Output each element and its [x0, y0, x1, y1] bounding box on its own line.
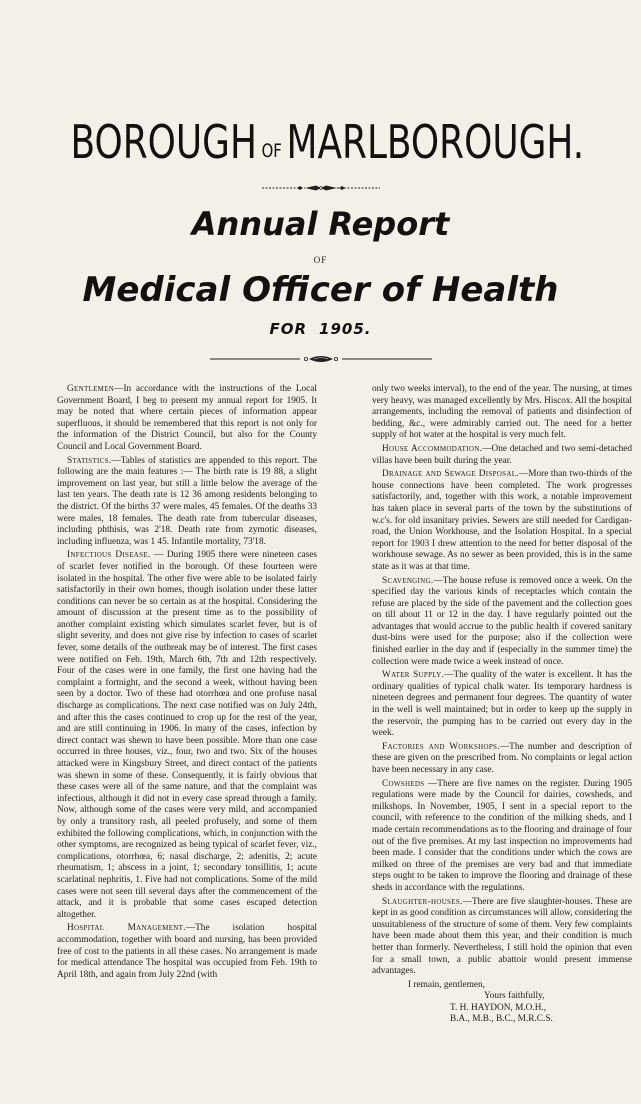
medical-word: Medical	[82, 270, 231, 310]
report-word: Report	[328, 205, 450, 243]
paragraph-text: —The quality of the water is excellent. It has the ordinary qualities of typical chalk water. Its temporary hardness is nineteen degrees and permanent four degrees. The quantity of water in the well is well maintained; but in order to keep up the supply in the reservoir, the pumping has to be carried out every day in the week.	[372, 670, 633, 739]
paragraph-text: —The number and description of these are given on the prescribed from. No complaints or legal action have been necessary in any case.	[372, 741, 632, 775]
paragraph-text: —Tables of statistics are appended to this report. The following are the main features :— The birth rate is 19 88, a slight improvement on last year, but still a little below the average of the last ten years. The death rate is 12 36 among residents belonging to the district. Of the births 37 were males, 45 females. Of the deaths 33 were males, 18 females. The death rate from tubercular diseases, including phthisis, was 2'18. Death rate from zymotic diseases, including influenza, was 1 45. Infantile mortality, 73'18.	[57, 455, 317, 547]
signature-block	[372, 980, 632, 1026]
paragraph-infectious-disease	[57, 550, 317, 921]
paragraph-heading: House Accommodation.	[382, 443, 483, 454]
borough-of: OF	[261, 140, 282, 162]
of-word: of	[381, 270, 420, 310]
paragraph-cowsheds	[372, 779, 632, 895]
paragraph-heading: Factories and Workshops.	[382, 741, 500, 752]
valediction: Yours faithfully,	[484, 991, 545, 1002]
paragraph-text: —There are five names on the register. During 1905 regulations were made by the Council for dairies, cowsheds, and milkshops. In November, 1905, I sent in a special report to the council, with reference to the condition of the milking sheds, and I made certain recommendations as to the flooring and drainage of four out of the five premises. At my last inspection no improvements had been made. I consider that the conditions under which the cows are milked on three of the premises are very bad and that immediate steps ought to be taken to improve the flooring and drainage of these sheds in accordance with the regulations.	[372, 778, 632, 893]
paragraph-heading: Statistics.	[67, 455, 112, 466]
paragraph-slaughter-houses	[372, 897, 632, 978]
paragraph-text: —The isolation hospital accommodation, together with board and nursing, has been provided free of cost to the patients in all these cases. No arrangement is made for medical attendance The hospital was occupied from Feb. 19th to April 18th, and again from July 22nd (with	[57, 923, 317, 980]
report-year	[0, 318, 641, 340]
paragraph-scavenging	[372, 576, 632, 669]
paragraph-text: —In accordance with the instructions of the Local Government Board, I beg to present my annual report for 1905. It may be noted that where certain pieces of information appear superfluous, it should be remembered that this report is not only for the information of the District Council, but also for the County Council and Local Government Board.	[57, 384, 317, 452]
borough-title	[70, 112, 585, 181]
for-word: FOR	[269, 320, 308, 338]
paragraph-heading: Water Supply.	[382, 670, 445, 681]
moh-heading	[0, 270, 641, 310]
paragraph-introduction	[57, 384, 317, 454]
year-value: 1905.	[319, 320, 372, 338]
paragraph-text: —There are five slaughter-houses. These are kept in as good condition as circumstances will allow, considering the unsuitableness of the structure of some of them. Very few complaints have been made about them this year, and their condition is much better than formerly. Nevertheless, I still hold the opinion that even for a small town, a public abattoir would present immense advantages.	[372, 896, 632, 977]
paragraph-hospital-continued: only two weeks interval), to the end of the year. The nursing, at times very heavy, was managed excellently by Mrs. Hiscox. All the hospital arrangements, including the removal of patients and disinfection of bedding, &c., were admirably carried out. The need for a better supply of hot water at the hospital is very much felt.	[372, 384, 632, 441]
closing-line: I remain, gentlemen,	[408, 979, 485, 990]
borough-word: BOROUGH	[70, 115, 257, 169]
paragraph-statistics	[57, 456, 317, 549]
paragraph-house-accommodation	[372, 444, 632, 467]
town-name: MARLBOROUGH.	[286, 115, 585, 169]
officer-word: Officer	[242, 270, 370, 310]
paragraph-text: —The house refuse is removed once a week. On the specified day the various kinds of receptacles which contain the refuse are placed by the side of the pavement and the collection goes on till about 11 or 12 in the day. I have regularly pointed out the advantages that would accrue to the public health if covered sanitary dust-bins were used for the purpose; also if the collection were finished earlier in the day and if (especially in the summer time) the collection were made twice a week instead of once.	[372, 575, 632, 667]
text-column-right	[372, 384, 632, 1026]
paragraph-text: —More than two-thirds of the house connections have been completed. The work progresses satisfactorily, and, together with this work, a notable improvement has taken place in several parts of the town by the substitutions of w.c's. for old insanitary privies. Sewers are still needed for Cardigan-road, the Union Workhouse, and the Isolation Hospital. In a special report for 1903 I drew attention to the need for better disposal of the workhouse sewage. As no sewer as been provided, this is in the same state as it was at that time.	[372, 469, 632, 572]
ornament-divider-top	[0, 183, 641, 193]
ornament-divider-rule	[0, 354, 641, 364]
paragraph-heading: Slaughter-houses.	[382, 896, 463, 907]
paragraph-heading: Hospital Management.	[67, 923, 186, 934]
paragraph-factories	[372, 742, 632, 777]
paragraph-heading: Infectious Disease.	[67, 550, 151, 561]
paragraph-hospital-management	[57, 923, 317, 981]
of-connector: OF	[313, 255, 328, 265]
paragraph-text: — During 1905 there were nineteen cases of scarlet fever notified in the borough. Of these fourteen were isolated in the hospital. The other five were able to be isolated fairly satisfactorily in their own homes, though isolation under these latter conditions can never be so certain as at the hospital. Considering the amount of discussion at the present time as to the possibility of another complaint existing which simulates scarlet fever, but is of slight severity, and does not give rise by infection to cases of scarlet fever, some details of the outbreak may be of interest. The first cases were notified on Feb. 19th, March 6th, 7th and 12th respectively. Four of the cases were in one family, the first one having had the complaint a fortnight, and the second a week, without having been seen by a doctor. Two of these had otorrhœa and one profuse nasal discharge as complications. The next case notified was on July 24th, and after this the cases continued to crop up for the rest of the year, and are still continuing in 1906. In many of the cases, infection by direct contact was shewn to have been possible. More than one case occurred in three houses, viz., four, two and two. Six of the houses attacked were in Kingsbury Street, and direct contact of the patients was shewn in some of these. Consequently, it is fairly obvious that these cases were all of the same nature, and that the complaint was infectious, although it did not in every case spread through a family. Now, although some of the cases were very mild, and accompanied by only a transitory rash, all peeled profusely, and some of them exhibited the following complications, which, in conjunction with the other symptoms, are recognized as being typical of scarlet fever, viz., complications, otorrhœa, 6; nasal discharge, 2; adenitis, 2; acute rheumatism, 1; abscess in a joint, 1; secondary tonsillitis, 1; acute scarlatinal nephritis, 1. Five had not complications. Some of the mild cases were not seen till several days after the commencement of the attack, and it is probable that some cases escaped detection altogether.	[57, 550, 317, 920]
paragraph-text: —One detached and two semi-detached villas have been built during the year.	[372, 443, 632, 466]
annual-word: Annual	[191, 205, 318, 243]
text-column-left	[57, 384, 317, 983]
signatory-qualifications: B.A., M.B., B.C., M.R.C.S.	[450, 1014, 553, 1025]
paragraph-heading: Cowsheds	[382, 778, 425, 789]
health-word: Health	[431, 270, 559, 310]
paragraph-heading: Gentlemen	[67, 384, 115, 394]
annual-report-heading	[0, 204, 641, 244]
paragraph-water-supply	[372, 670, 632, 740]
paragraph-drainage	[372, 469, 632, 573]
paragraph-heading: Drainage and Sewage Disposal.	[382, 469, 519, 480]
paragraph-heading: Scavenging.	[382, 575, 434, 586]
signatory-name: T. H. HAYDON, M.O.H.,	[450, 1002, 547, 1013]
